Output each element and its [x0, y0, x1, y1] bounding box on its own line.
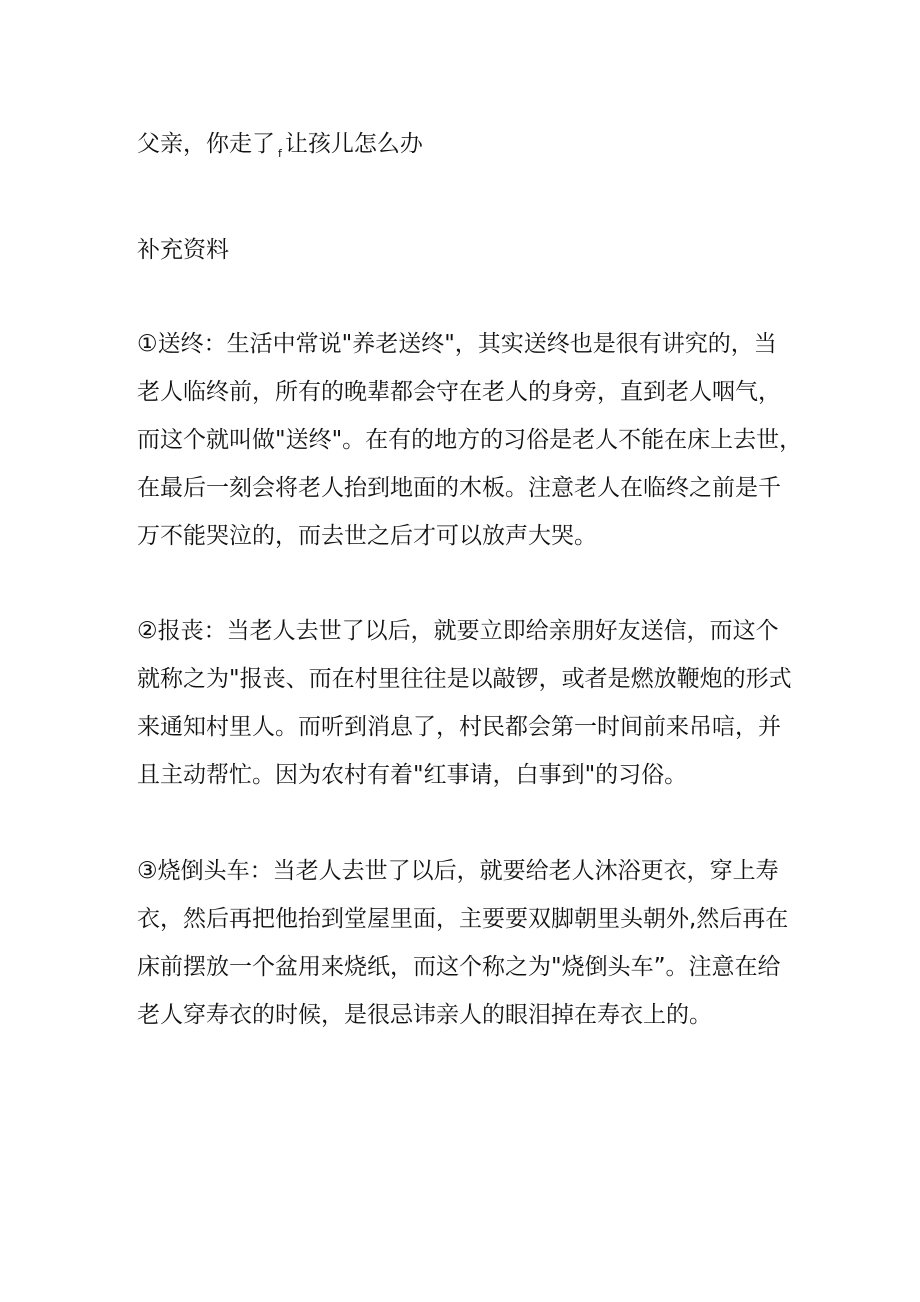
paragraph-line: 衣，然后再把他抬到堂屋里面，主要要双脚朝里头朝外,然后再在: [137, 906, 789, 932]
title-text-part1: 父亲，你走了: [137, 131, 275, 157]
paragraph-line: 且主动帮忙。因为农村有着"红事请，白事到"的习俗。: [137, 762, 688, 788]
title-text-part2: 让孩儿怎么办: [284, 131, 423, 157]
paragraph-line: 而这个就叫做"送终"。在有的地方的习俗是老人不能在床上去世，: [137, 427, 803, 453]
section-heading: 补充资料: [137, 237, 229, 263]
paragraph-line: 来通知村里人。而听到消息了，村民都会第一时间前来吊唁，并: [137, 714, 781, 740]
paragraph-line: 老人临终前，所有的晚辈都会守在老人的身旁，直到老人咽气，: [137, 379, 781, 405]
paragraph-line: ②报丧：当老人去世了以后，就要立即给亲朋好友送信，而这个: [137, 618, 779, 644]
paragraph-line: ①送终：生活中常说"养老送终"，其实送终也是很有讲究的，当: [137, 331, 777, 357]
paragraph-line: ③烧倒头车：当老人去世了以后，就要给老人沐浴更衣，穿上寿: [137, 858, 779, 884]
paragraph-line: 就称之为"报丧、而在村里往往是以敲锣，或者是燃放鞭炮的形式: [137, 666, 792, 692]
title-stray-mark: f: [278, 147, 282, 160]
document-title: [137, 128, 807, 170]
paragraph-line: 在最后一刻会将老人抬到地面的木板。注意老人在临终之前是千: [137, 475, 781, 501]
paragraph-line: 万不能哭泣的，而去世之后才可以放声大哭。: [137, 523, 597, 549]
paragraph-line: 老人穿寿衣的时候，是很忌讳亲人的眼泪掉在寿衣上的。: [137, 1002, 712, 1028]
paragraph-line: 床前摆放一个盆用来烧纸，而这个称之为"烧倒头车”。注意在给: [137, 954, 781, 980]
